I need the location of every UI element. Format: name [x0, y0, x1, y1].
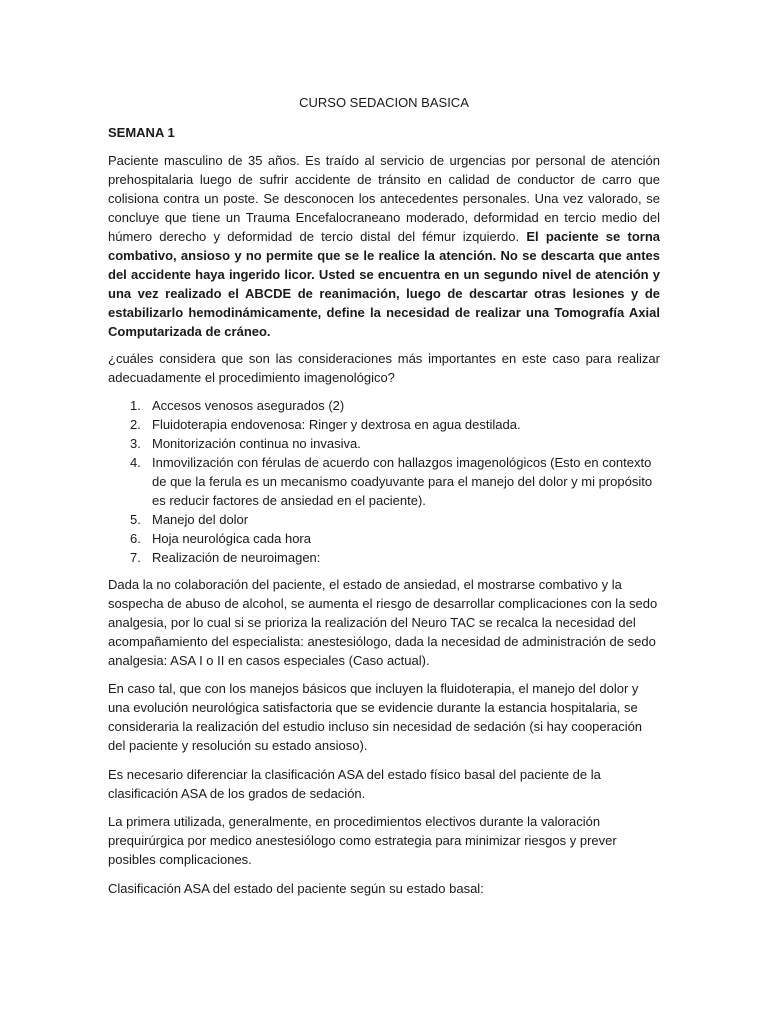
list-item-number: 5.	[130, 512, 141, 527]
list-item-number: 2.	[130, 417, 141, 432]
case-text-normal: Paciente masculino de 35 años. Es traído al servicio de urgencias por personal de atención prehospitalaria luego de sufrir accidente de tránsito en calidad de conductor de carro que colisiona contra un poste. Se desconocen los antecedentes personales. Una vez valorado, se concluye que tiene un Trauma Encefalocraneano moderado, deformidad en tercio medio del húmero derecho y deformidad de tercio distal del fémur izquierdo.	[108, 153, 660, 244]
list-item-number: 3.	[130, 436, 141, 451]
case-paragraph	[108, 151, 660, 341]
list-item	[108, 510, 660, 529]
case-text-bold: El paciente se torna combativo, ansioso y no permite que se le realice la atención. No se descarta que antes del accidente haya ingerido licor. Usted se encuentra en un segundo nivel de atención y una vez realizado el ABCDE de reanimación, luego de descartar otras lesiones y de estabilizarlo hemodinámicamente, define la necesidad de realizar una Tomografía Axial Computarizada de cráneo.	[108, 229, 660, 339]
list-item	[108, 396, 660, 415]
list-item-text: Inmovilización con férulas de acuerdo con hallazgos imagenológicos (Esto en contexto de que la ferula es un mecanismo coadyuvante para el manejo del dolor y mi propósito es reducir factores de ansiedad en el paciente).	[152, 455, 653, 508]
paragraph-asa-difference: Es necesario diferenciar la clasificación ASA del estado físico basal del paciente de la clasificación ASA de los grados de sedación.	[108, 767, 601, 801]
list-item-text: Manejo del dolor	[152, 512, 249, 527]
list-item	[108, 415, 660, 434]
question-paragraph: ¿cuáles considera que son las consideraciones más importantes en este caso para realizar adecuadamente el procedimiento imagenológico?	[108, 351, 660, 385]
paragraph-sedation-risk: Dada la no colaboración del paciente, el estado de ansiedad, el mostrarse combativo y la sospecha de abuso de alcohol, se aumenta el riesgo de desarrollar complicaciones con la sedo analgesia, por lo cual si se prioriza la realización del Neuro TAC se recalca la necesidad del acompañamiento del especialista: anestesiólogo, dada la necesidad de administración de sedo analgesia: ASA I o II en casos especiales (Caso actual).	[108, 577, 658, 668]
paragraph-basic-management: En caso tal, que con los manejos básicos que incluyen la fluidoterapia, el manejo del dolor y una evolución neurológica satisfactoria que se evidencie durante la estancia hospitalaria, se consideraria la realización del estudio incluso sin necesidad de sedación (si hay cooperación del paciente y resolución su estado ansioso).	[108, 681, 643, 753]
list-item-text: Realización de neuroimagen:	[152, 550, 321, 565]
list-item	[108, 434, 660, 453]
list-item-text: Accesos venosos asegurados (2)	[152, 398, 345, 413]
paragraph-asa-basal: Clasificación ASA del estado del paciente según su estado basal:	[108, 881, 484, 896]
list-item-text: Fluidoterapia endovenosa: Ringer y dextrosa en agua destilada.	[152, 417, 521, 432]
list-item-number: 7.	[130, 550, 141, 565]
list-item	[108, 529, 660, 548]
list-item-text: Monitorización continua no invasiva.	[152, 436, 361, 451]
list-item	[108, 453, 660, 510]
list-item	[108, 548, 660, 567]
list-item-number: 1.	[130, 398, 141, 413]
steps-list	[108, 396, 660, 567]
paragraph-first-classification: La primera utilizada, generalmente, en procedimientos electivos durante la valoración prequirúrgica por medico anestesiólogo como estrategia para minimizar riesgos y prever posibles complicaciones.	[108, 814, 617, 867]
list-item-text: Hoja neurológica cada hora	[152, 531, 311, 546]
list-item-number: 4.	[130, 455, 141, 470]
list-item-number: 6.	[130, 531, 141, 546]
week-heading: SEMANA 1	[108, 125, 175, 140]
document-title: CURSO SEDACION BASICA	[299, 95, 469, 110]
